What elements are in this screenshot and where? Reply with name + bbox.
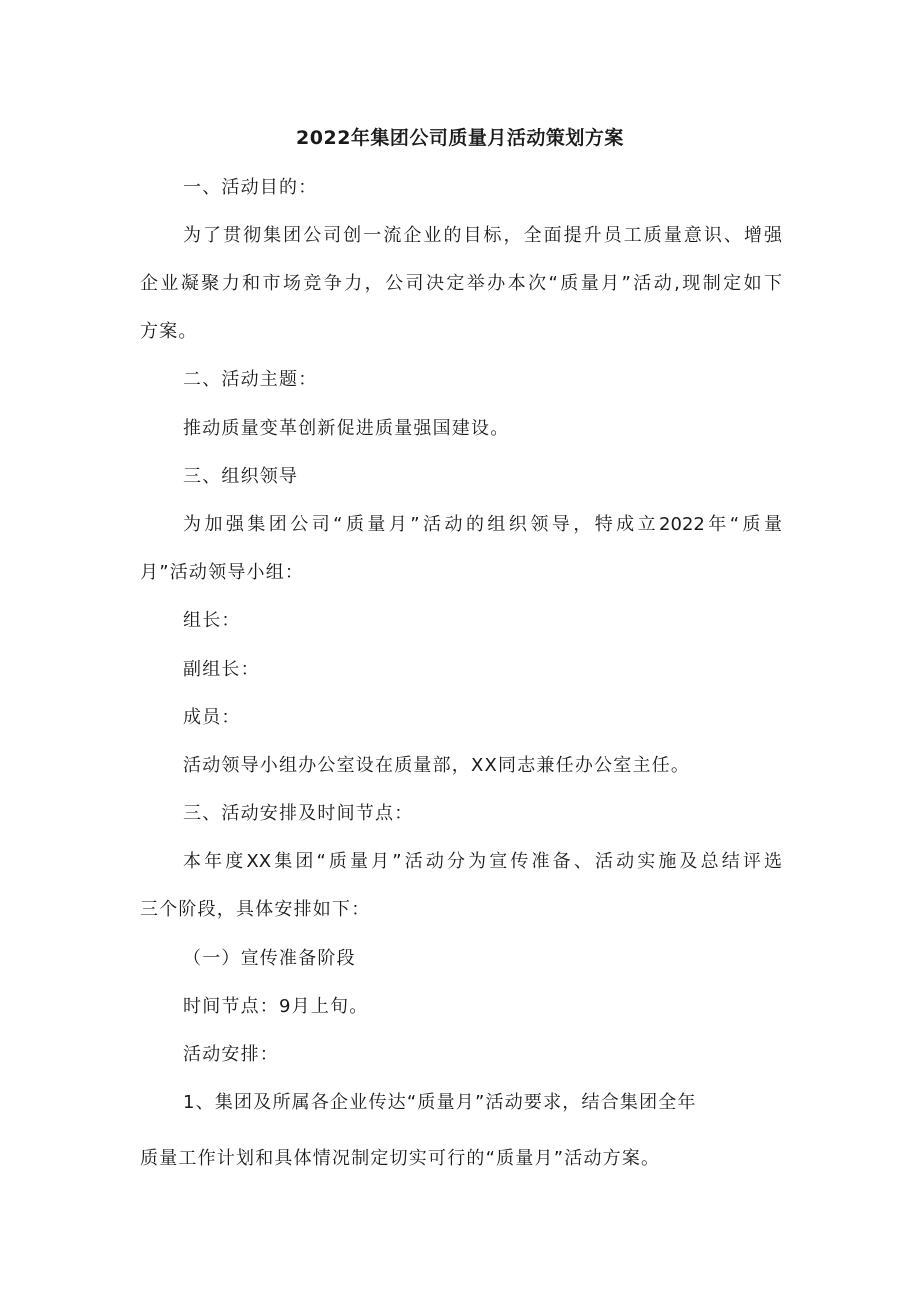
paragraph-line: 为了贯彻集团公司创一流企业的目标，全面提升员工质量意识、增强 xyxy=(183,225,782,246)
section-heading-leadership: 三、组织领导 xyxy=(183,466,299,487)
section-heading-purpose: 一、活动目的： xyxy=(183,177,318,198)
document-title: 2022年集团公司质量月活动策划方案 xyxy=(296,127,624,149)
paragraph-line: 本年度XX集团“质量月”活动分为宣传准备、活动实施及总结评选 xyxy=(183,851,782,872)
paragraph-line: 活动安排： xyxy=(183,1044,279,1065)
role-deputy-leader: 副组长： xyxy=(183,659,260,680)
paragraph-line: 活动领导小组办公室设在质量部，XX同志兼任办公室主任。 xyxy=(183,755,691,776)
paragraph-line: 三个阶段，具体安排如下： xyxy=(140,899,371,920)
role-group-leader: 组长： xyxy=(183,610,241,631)
list-item-line: 1、集团及所属各企业传达“质量月”活动要求，结合集团全年 xyxy=(183,1092,697,1113)
section-heading-schedule: 三、活动安排及时间节点： xyxy=(183,803,414,824)
paragraph-line: 推动质量变革创新促进质量强国建设。 xyxy=(183,418,510,439)
paragraph-line: 方案。 xyxy=(140,321,198,342)
paragraph-line: 时间节点：9月上旬。 xyxy=(183,996,369,1017)
paragraph-line: 为加强集团公司“质量月”活动的组织领导，特成立2022年“质量 xyxy=(183,514,782,535)
section-heading-theme: 二、活动主题： xyxy=(183,369,318,390)
list-item-line: 质量工作计划和具体情况制定切实可行的“质量月”活动方案。 xyxy=(140,1148,661,1169)
subsection-heading-preparation: （一）宣传准备阶段 xyxy=(183,948,356,969)
paragraph-line: 月”活动领导小组： xyxy=(140,562,305,583)
paragraph-line: 企业凝聚力和市场竞争力，公司决定举办本次“质量月”活动,现制定如下 xyxy=(140,273,782,294)
role-members: 成员： xyxy=(183,707,241,728)
